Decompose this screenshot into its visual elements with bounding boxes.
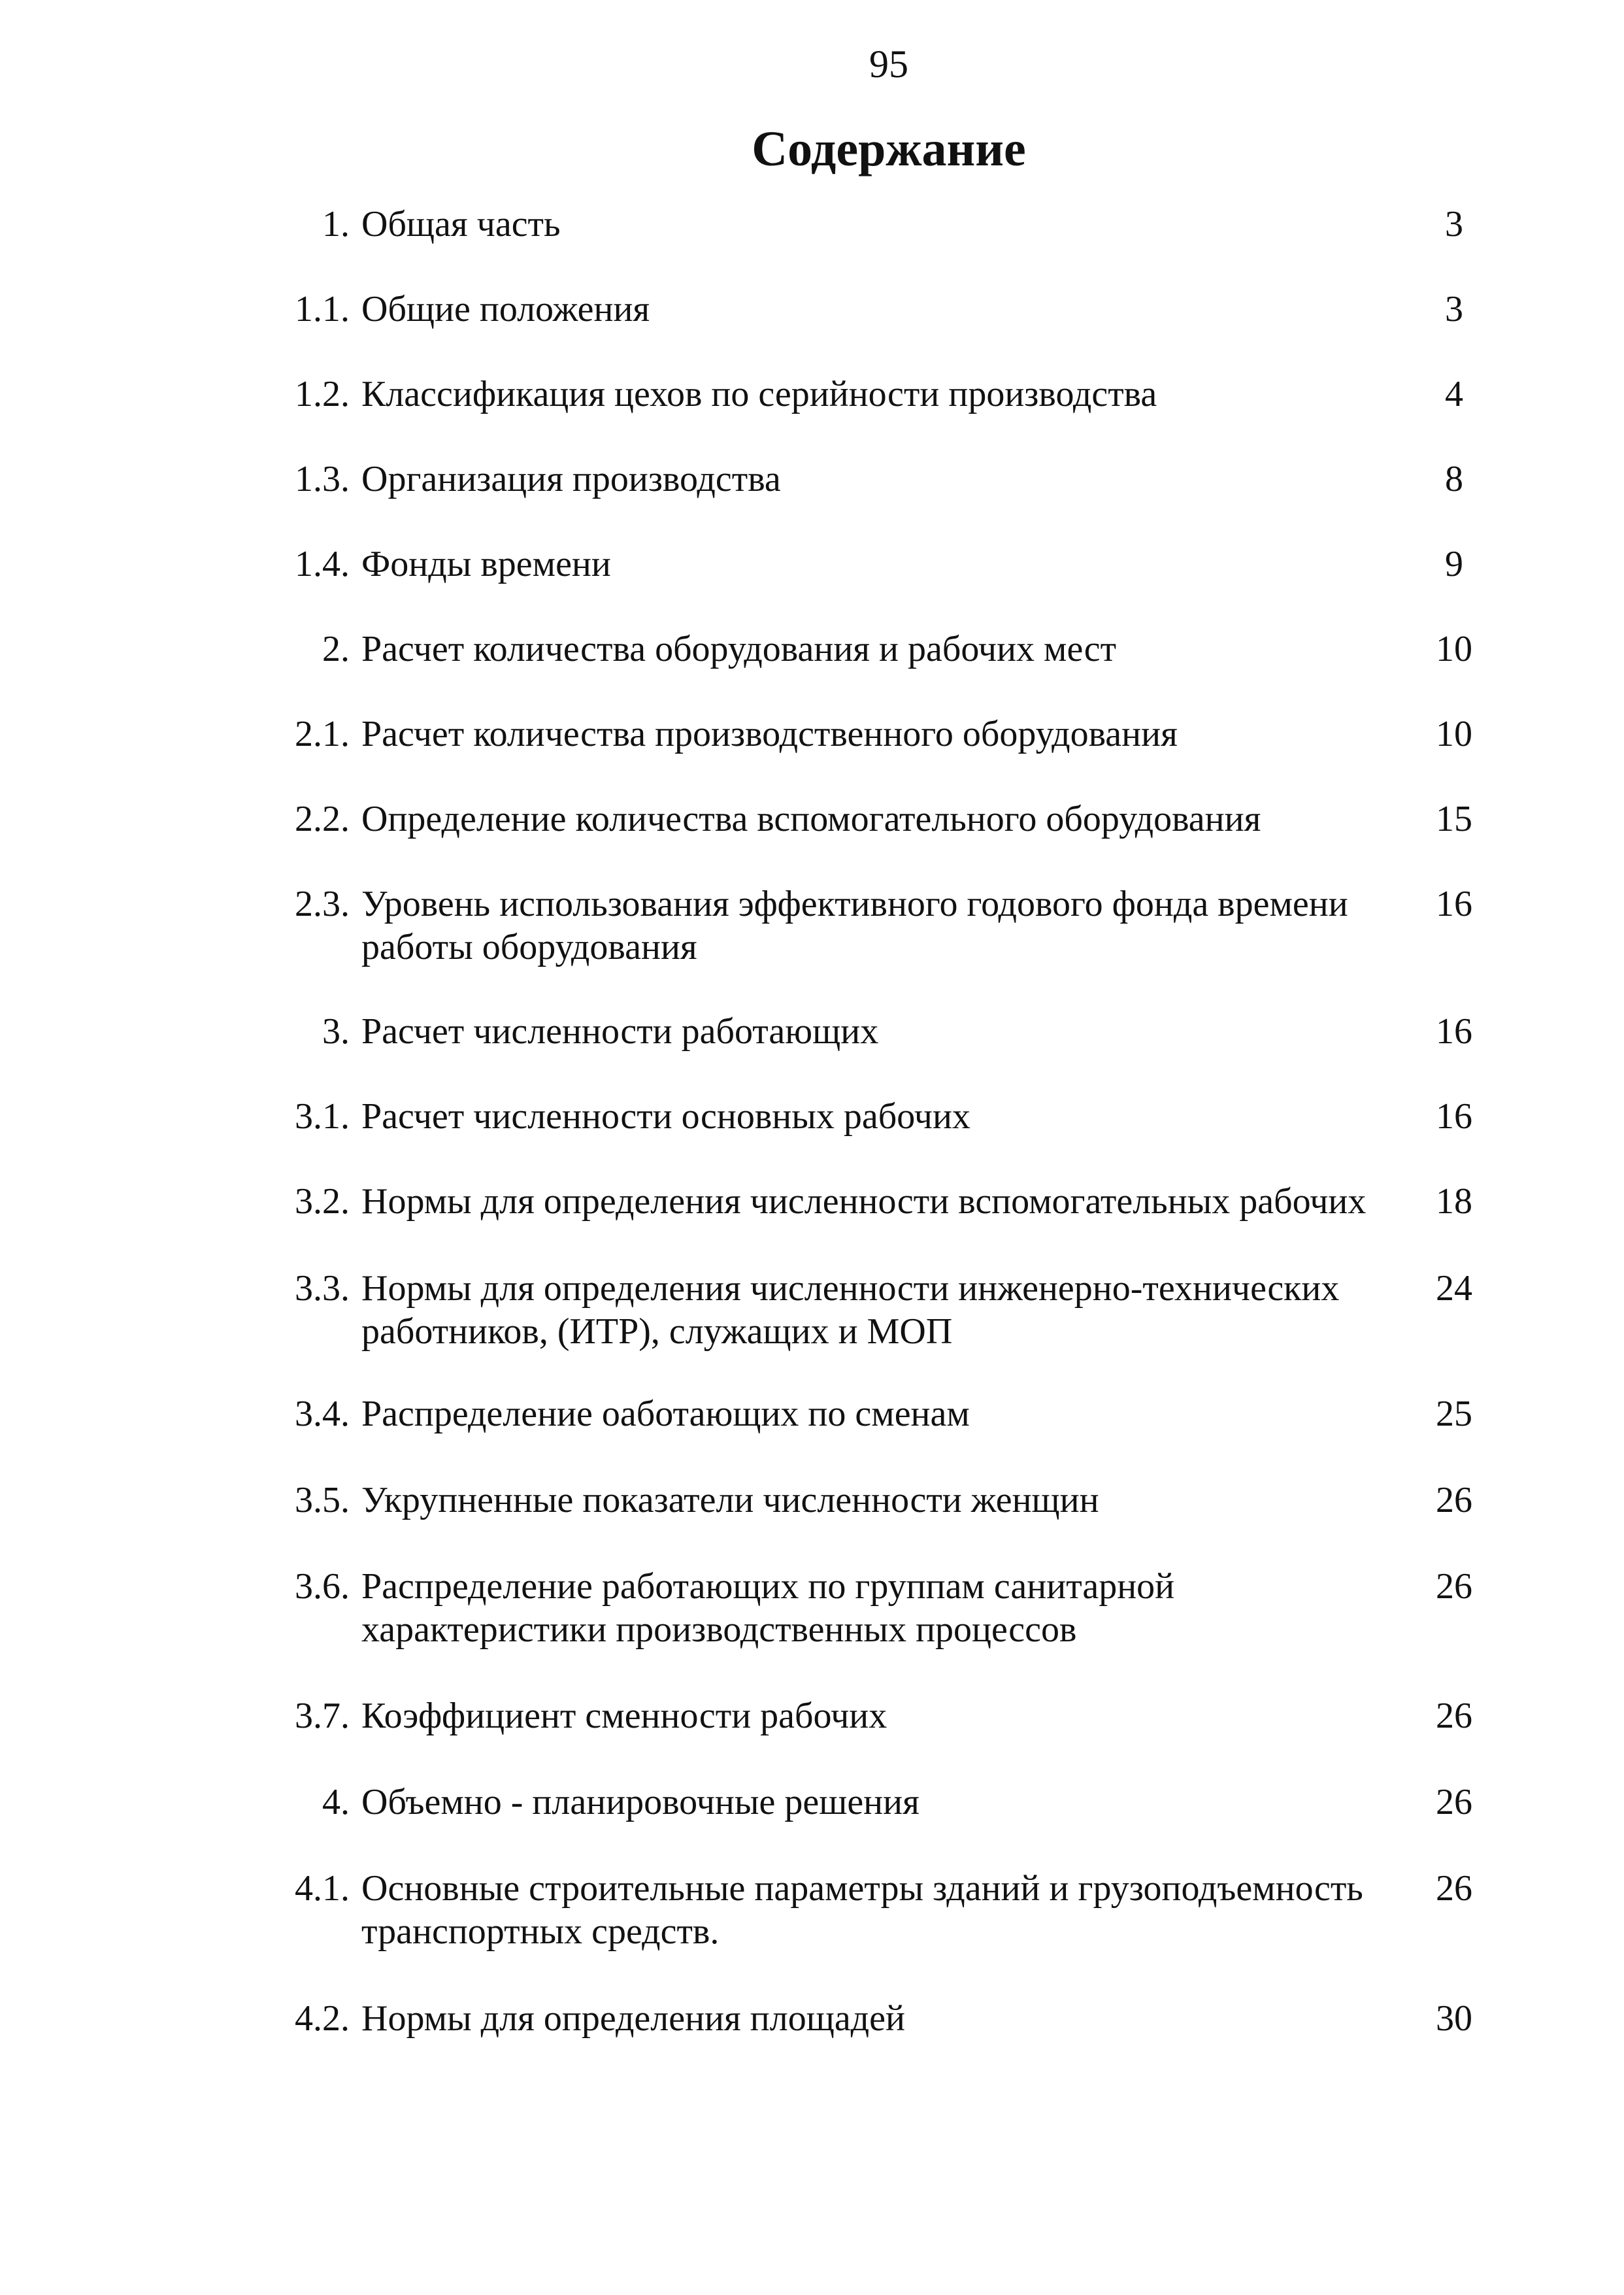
toc-entry-title: Нормы для определения площадей xyxy=(361,1998,905,2039)
toc-entry-title: Объемно - планировочные решения xyxy=(361,1782,920,1822)
toc-entry-title: Общая часть xyxy=(361,204,561,244)
toc-entry-page: 26 xyxy=(1436,1696,1472,1736)
toc-entry-title: Расчет численности работающих xyxy=(361,1011,879,1052)
toc-entry-number: 3. xyxy=(322,1011,350,1052)
toc-entry-number: 1.2. xyxy=(295,374,350,414)
toc-entry-title: Распределение оаботающих по сменам xyxy=(361,1394,970,1434)
toc-entry-number: 4.1. xyxy=(295,1868,350,1909)
toc-entry-number: 3.3. xyxy=(295,1268,350,1309)
toc-entry-number: 4. xyxy=(322,1782,350,1822)
toc-entry-title: Укрупненные показатели численности женщин xyxy=(361,1480,1099,1520)
toc-entry-page: 26 xyxy=(1436,1782,1472,1822)
toc-entry-number: 3.2. xyxy=(295,1181,350,1222)
toc-entry-page: 16 xyxy=(1436,884,1472,924)
toc-entry-number: 1.3. xyxy=(295,459,350,499)
toc-entry-number: 3.6. xyxy=(295,1566,350,1607)
toc-entry-title: Нормы для определения численности инженерно-технических работников, (ИТР), служащих и МОП xyxy=(361,1268,1340,1352)
toc-entry-number: 1.4. xyxy=(295,544,350,584)
toc-entry-page: 3 xyxy=(1445,289,1463,329)
toc-entry-title: Расчет численности основных рабочих xyxy=(361,1096,970,1137)
toc-entry-page: 10 xyxy=(1436,714,1472,754)
toc-entry-number: 1. xyxy=(322,204,350,244)
toc-entry-title: Коэффициент сменности рабочих xyxy=(361,1696,887,1736)
toc-entry-number: 2.2. xyxy=(295,799,350,839)
toc-entry-page: 18 xyxy=(1436,1181,1472,1222)
page-title: Содержание xyxy=(752,122,1026,176)
page-number: 95 xyxy=(869,42,908,86)
toc-entry-page: 15 xyxy=(1436,799,1472,839)
toc-entry-page: 8 xyxy=(1445,459,1463,499)
toc-entry-title: Организация производства xyxy=(361,459,781,499)
toc-entry-page: 26 xyxy=(1436,1868,1472,1909)
toc-entry-number: 2.1. xyxy=(295,714,350,754)
toc-entry-number: 3.5. xyxy=(295,1480,350,1520)
toc-entry-title: Общие положения xyxy=(361,289,650,329)
toc-entry-number: 3.7. xyxy=(295,1696,350,1736)
toc-entry-page: 26 xyxy=(1436,1480,1472,1520)
toc-entry-number: 3.1. xyxy=(295,1096,350,1137)
toc-entry-page: 26 xyxy=(1436,1566,1472,1607)
toc-entry-page: 9 xyxy=(1445,544,1463,584)
toc-entry-title: Расчет количества оборудования и рабочих мест xyxy=(361,629,1117,669)
toc-entry-title: Основные строительные параметры зданий и грузоподъемность транспортных средств. xyxy=(361,1868,1363,1952)
toc-entry-title: Уровень использования эффективного годового фонда времени работы оборудования xyxy=(361,884,1348,967)
toc-entry-number: 2.3. xyxy=(295,884,350,924)
toc-entry-page: 25 xyxy=(1436,1394,1472,1434)
toc-entry-title: Нормы для определения численности вспомогательных рабочих xyxy=(361,1181,1367,1222)
toc-entry-page: 3 xyxy=(1445,204,1463,244)
toc-entry-title: Классификация цехов по серийности производства xyxy=(361,374,1157,414)
toc-entry-page: 4 xyxy=(1445,374,1463,414)
toc-entry-number: 4.2. xyxy=(295,1998,350,2039)
toc-entry-number: 2. xyxy=(322,629,350,669)
toc-entry-page: 10 xyxy=(1436,629,1472,669)
toc-entry-title: Распределение работающих по группам санитарной характеристики производственных процессов xyxy=(361,1566,1175,1650)
toc-entry-number: 3.4. xyxy=(295,1394,350,1434)
toc-entry-title: Фонды времени xyxy=(361,544,611,584)
toc-entry-page: 30 xyxy=(1436,1998,1472,2039)
toc-entry-page: 16 xyxy=(1436,1011,1472,1052)
toc-entry-title: Расчет количества производственного оборудования xyxy=(361,714,1178,754)
toc-entry-number: 1.1. xyxy=(295,289,350,329)
toc-entry-page: 16 xyxy=(1436,1096,1472,1137)
toc-entry-title: Определение количества вспомогательного оборудования xyxy=(361,799,1261,839)
toc-entry-page: 24 xyxy=(1436,1268,1472,1309)
